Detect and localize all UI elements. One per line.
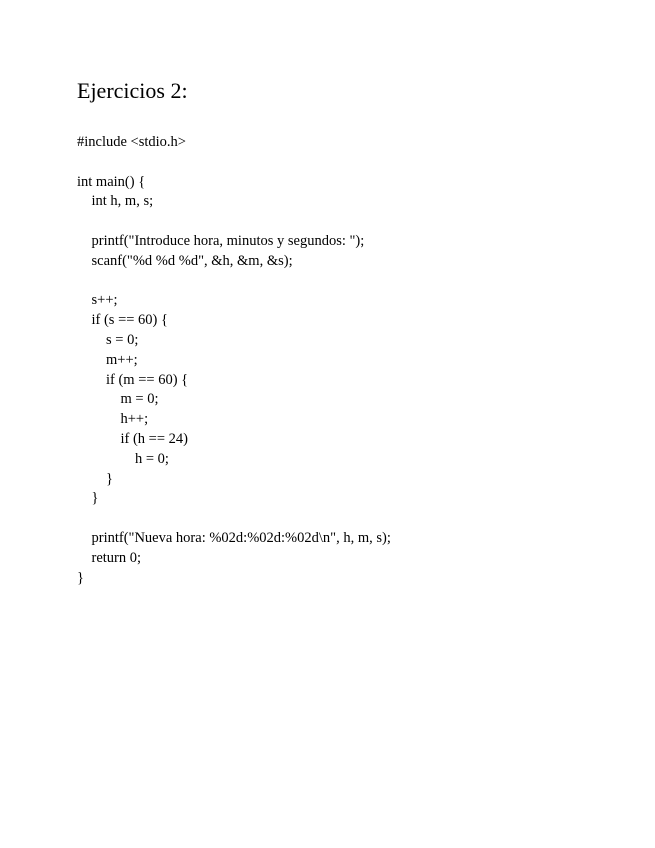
code-line: }	[77, 569, 84, 586]
code-line: printf("Nueva hora: %02d:%02d:%02d\n", h, m, s);	[77, 529, 391, 546]
code-line: h++;	[77, 411, 149, 428]
code-line: if (s == 60) {	[77, 312, 168, 329]
code-line: #include <stdio.h>	[77, 134, 186, 150]
page-title: Ejercicios 2:	[77, 78, 188, 103]
code-line: s = 0;	[77, 331, 139, 348]
code-block	[77, 133, 391, 588]
code-line: m = 0;	[77, 391, 159, 408]
code-line: printf("Introduce hora, minutos y segundos: ");	[77, 232, 365, 249]
code-line: scanf("%d %d %d", &h, &m, &s);	[77, 252, 293, 269]
code-line	[77, 212, 391, 232]
code-line: }	[77, 490, 99, 507]
code-line: if (m == 60) {	[77, 371, 189, 388]
code-line: s++;	[77, 292, 118, 309]
code-line	[77, 509, 391, 529]
code-line: return 0;	[77, 549, 142, 566]
code-line: h = 0;	[77, 450, 169, 467]
code-line	[77, 272, 391, 292]
code-line: }	[77, 470, 113, 487]
code-line: int main() {	[77, 173, 146, 190]
code-line: if (h == 24)	[77, 430, 188, 447]
code-line: m++;	[77, 351, 138, 368]
code-line	[77, 153, 391, 173]
code-line: int h, m, s;	[77, 193, 154, 210]
